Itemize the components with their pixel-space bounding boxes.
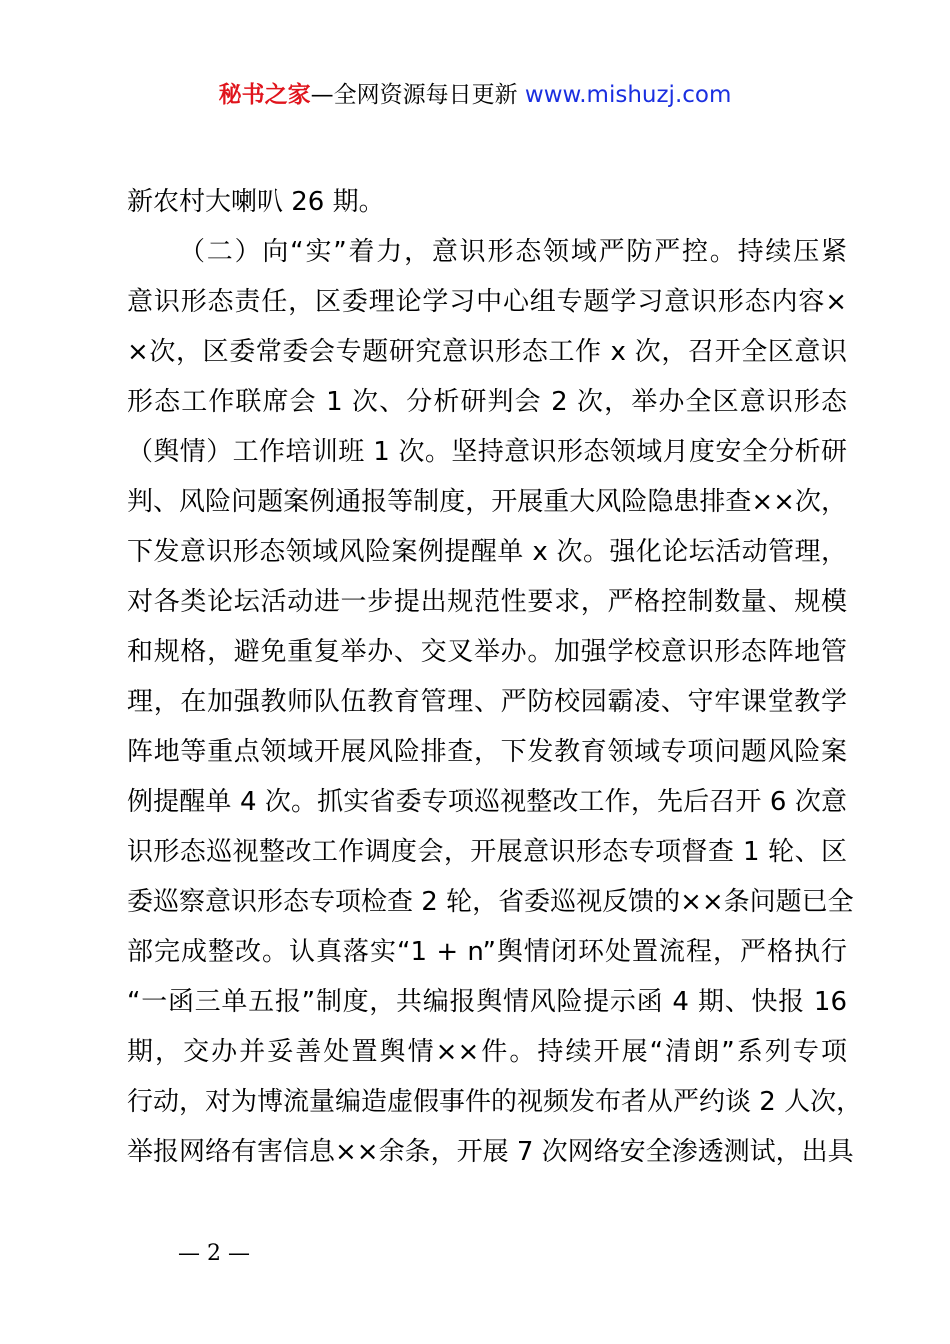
text-line: 意识形态责任，区委理论学习中心组专题学习意识形态内容× (127, 287, 847, 317)
text-line: “一函三单五报”制度，共编报舆情风险提示函 4 期、快报 16 (127, 987, 847, 1017)
text-line: 新农村大喇叭 26 期。 (127, 187, 385, 217)
brand-name: 秘书之家 (218, 82, 311, 108)
text-line: 形态工作联席会 1 次、分析研判会 2 次，举办全区意识形态 (127, 387, 847, 417)
text-line: 委巡察意识形态专项检查 2 轮，省委巡视反馈的××条问题已全 (127, 887, 854, 917)
site-header (0, 78, 950, 112)
text-line: 对各类论坛活动进一步提出规范性要求，严格控制数量、规模 (127, 587, 847, 617)
document-body (127, 177, 863, 1177)
site-url-link[interactable]: www.mishuzj.com (524, 82, 732, 108)
text-line: 期，交办并妥善处置舆情××件。持续开展“清朗”系列专项 (127, 1037, 847, 1067)
page-number: — 2 — (178, 1241, 250, 1266)
text-line: 举报网络有害信息××余条，开展 7 次网络安全渗透测试，出具 (127, 1137, 854, 1167)
text-line: 例提醒单 4 次。抓实省委专项巡视整改工作，先后召开 6 次意 (127, 787, 847, 817)
text-line: 部完成整改。认真落实“1 + n”舆情闭环处置流程，严格执行 (127, 937, 847, 967)
header-tagline: —全网资源每日更新 (310, 82, 518, 108)
text-line: 理，在加强教师队伍教育管理、严防校园霸凌、守牢课堂教学 (127, 687, 847, 717)
text-line: ×次，区委常委会专题研究意识形态工作 x 次，召开全区意识 (127, 337, 847, 367)
text-line: 识形态巡视整改工作调度会，开展意识形态专项督查 1 轮、区 (127, 837, 847, 867)
text-line: （舆情）工作培训班 1 次。坚持意识形态领域月度安全分析研 (127, 437, 847, 467)
text-line: 下发意识形态领域风险案例提醒单 x 次。强化论坛活动管理， (127, 537, 847, 567)
text-line: 和规格，避免重复举办、交叉举办。加强学校意识形态阵地管 (127, 637, 847, 667)
text-line: 阵地等重点领域开展风险排查，下发教育领域专项问题风险案 (127, 737, 847, 767)
text-line: 行动，对为博流量编造虚假事件的视频发布者从严约谈 2 人次， (127, 1087, 863, 1117)
paragraph-heading-line: （二）向“实”着力，意识形态领域严防严控。持续压紧 (179, 237, 847, 267)
text-line: 判、风险问题案例通报等制度，开展重大风险隐患排查××次， (127, 487, 847, 517)
